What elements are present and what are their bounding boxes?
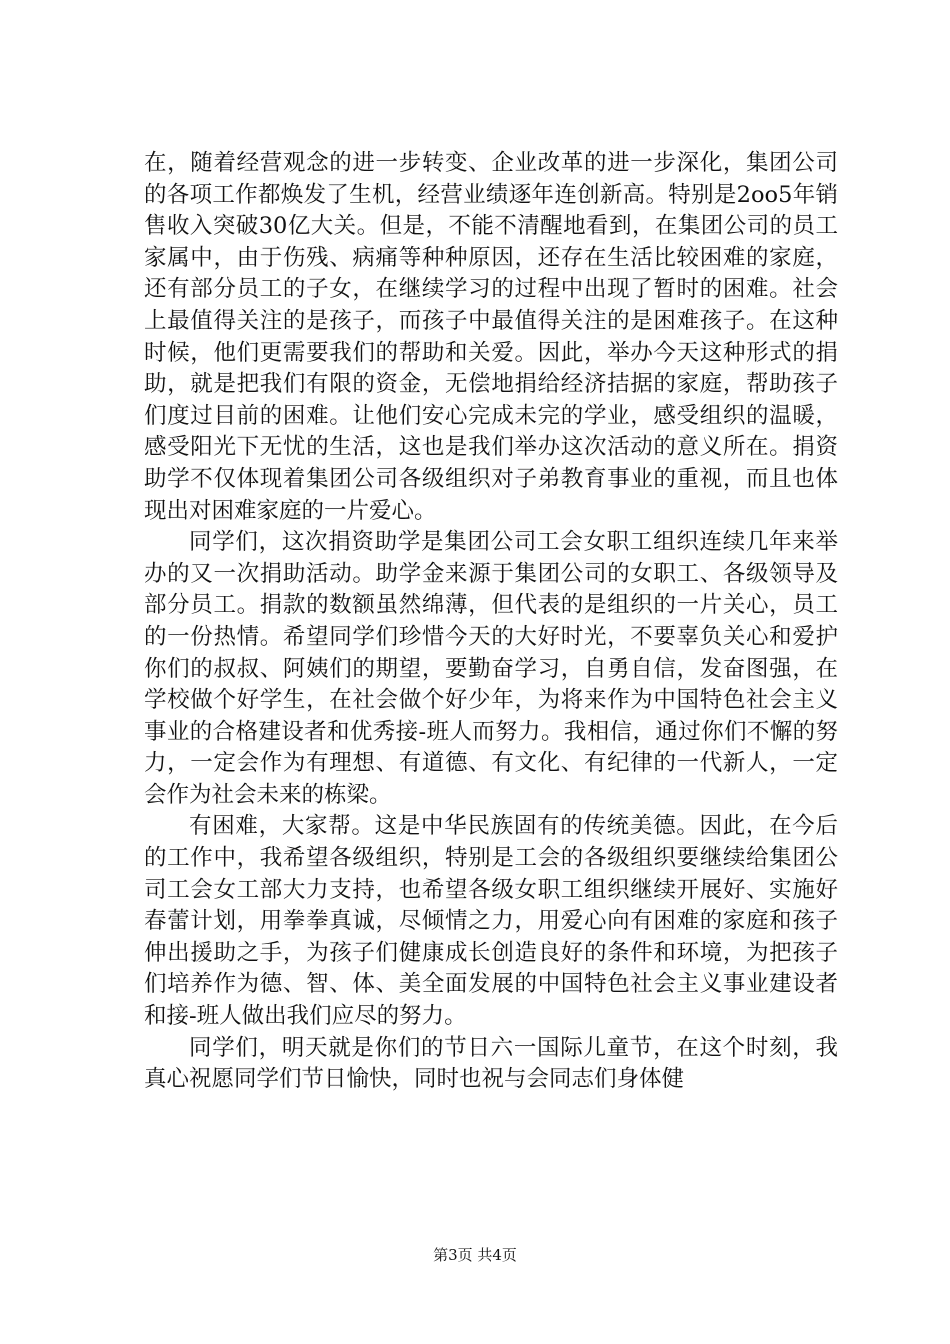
paragraph-1: 在，随着经营观念的进一步转变、企业改革的进一步深化，集团公司的各项工作都焕发了生机，经营业绩逐年连创新高。特别是2oo5年销售收入突破30亿大关。但是，不能不清醒地看到，在集团公司的员工家属中，由于伤残、病痛等种种原因，还存在生活比较困难的家庭，还有部分员工的子女，在继续学习的过程中出现了暂时的困难。社会上最值得关注的是孩子，而孩子中最值得关注的是困难孩子。在这种时候，他们更需要我们的帮助和关爱。因此，举办今天这种形式的捐助，就是把我们有限的资金，无偿地捐给经济拮据的家庭，帮助孩子们度过目前的困难。让他们安心完成未完的学业，感受组织的温暖，感受阳光下无忧的生活，这也是我们举办这次活动的意义所在。捐资助学不仅体现着集团公司各级组织对子弟教育事业的重视，而且也体现出对困难家庭的一片爱心。 [144,150,838,524]
paragraph-3: 有困难，大家帮。这是中华民族固有的传统美德。因此，在今后的工作中，我希望各级组织，特别是工会的各级组织要继续给集团公司工会女工部大力支持，也希望各级女职工组织继续开展好、实施好春蕾计划，用拳拳真诚，尽倾情之力，用爱心向有困难的家庭和孩子伸出援助之手，为孩子们健康成长创造良好的条件和环境，为把孩子们培养作为德、智、体、美全面发展的中国特色社会主义事业建设者和接-班人做出我们应尽的努力。 [144,813,838,1030]
page-number-footer: 第3页 共4页 [433,1246,517,1264]
paragraph-2: 同学们，这次捐资助学是集团公司工会女职工组织连续几年来举办的又一次捐助活动。助学金来源于集团公司的女职工、各级领导及部分员工。捐款的数额虽然绵薄，但代表的是组织的一片关心，员工的一份热情。希望同学们珍惜今天的大好时光，不要辜负关心和爱护你们的叔叔、阿姨们的期望，要勤奋学习，自勇自信，发奋图强，在学校做个好学生，在社会做个好少年，为将来作为中国特色社会主义事业的合格建设者和优秀接-班人而努力。我相信，通过你们不懈的努力，一定会作为有理想、有道德、有文化、有纪律的一代新人，一定会作为社会未来的栋梁。 [144,529,838,808]
body-text [144,148,838,1096]
paragraph-4: 同学们，明天就是你们的节日六一国际儿童节，在这个时刻，我真心祝愿同学们节日愉快，同时也祝与会同志们身体健 [144,1034,838,1093]
